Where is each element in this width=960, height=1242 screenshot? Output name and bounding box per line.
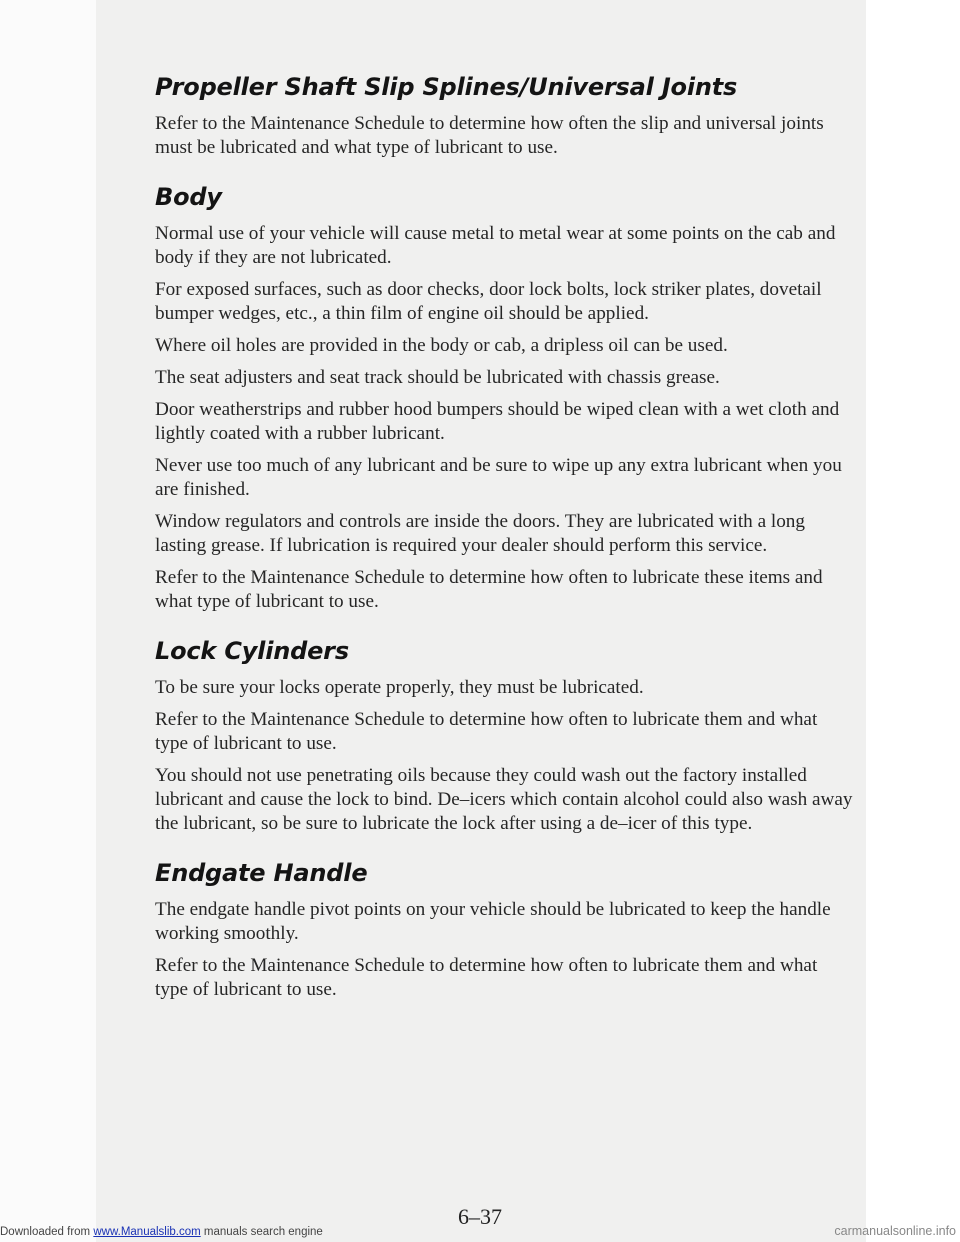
manual-page <box>96 0 866 1242</box>
page-content <box>155 72 855 1010</box>
watermark: carmanualsonline.info <box>834 1224 956 1238</box>
section-heading: Endgate Handle <box>155 859 368 887</box>
paragraph: The seat adjusters and seat track should be lubricated with chassis grease. <box>155 367 720 388</box>
paragraph: You should not use penetrating oils because they could wash out the factory installed lubricant and cause the lock to bind. De–icers which contain alcohol could also wash away the lubricant, so be sure to lubricate the lock after using a de–icer of this type. <box>155 765 853 834</box>
page-number: 6–37 <box>458 1204 502 1229</box>
paragraph: Window regulators and controls are inside the doors. They are lubricated with a long lasting grease. If lubrication is required your dealer should perform this service. <box>155 511 805 556</box>
paragraph: Door weatherstrips and rubber hood bumpers should be wiped clean with a wet cloth and lightly coated with a rubber lubricant. <box>155 399 840 444</box>
section-heading: Lock Cylinders <box>155 637 349 665</box>
paragraph: Normal use of your vehicle will cause metal to metal wear at some points on the cab and body if they are not lubricated. <box>155 223 836 268</box>
paragraph: The endgate handle pivot points on your vehicle should be lubricated to keep the handle working smoothly. <box>155 899 831 944</box>
right-margin <box>866 0 960 1242</box>
section-lock-cylinders <box>155 636 855 836</box>
paragraph: Never use too much of any lubricant and be sure to wipe up any extra lubricant when you are finished. <box>155 455 842 500</box>
footer-prefix: Downloaded from <box>0 1226 91 1238</box>
footer-suffix: manuals search engine <box>200 1226 323 1238</box>
section-propeller-shaft <box>155 72 855 160</box>
paragraph: Refer to the Maintenance Schedule to determine how often to lubricate them and what type of lubricant to use. <box>155 709 818 754</box>
left-margin <box>0 0 96 1242</box>
section-heading: Body <box>155 183 222 211</box>
paragraph: Refer to the Maintenance Schedule to determine how often to lubricate them and what type of lubricant to use. <box>155 955 818 1000</box>
section-endgate-handle <box>155 858 855 1002</box>
paragraph: Refer to the Maintenance Schedule to determine how often to lubricate these items and what type of lubricant to use. <box>155 567 823 612</box>
section-body <box>155 182 855 614</box>
paragraph: To be sure your locks operate properly, they must be lubricated. <box>155 677 644 698</box>
paragraph: Refer to the Maintenance Schedule to determine how often the slip and universal joints must be lubricated and what type of lubricant to use. <box>155 113 824 158</box>
section-heading: Propeller Shaft Slip Splines/Universal Joints <box>155 73 738 101</box>
paragraph: For exposed surfaces, such as door checks, door lock bolts, lock striker plates, dovetail bumper wedges, etc., a thin film of engine oil should be applied. <box>155 279 822 324</box>
paragraph: Where oil holes are provided in the body or cab, a dripless oil can be used. <box>155 335 728 356</box>
download-footer <box>0 1226 323 1238</box>
manualslib-link[interactable]: www.Manualslib.com <box>93 1226 201 1238</box>
